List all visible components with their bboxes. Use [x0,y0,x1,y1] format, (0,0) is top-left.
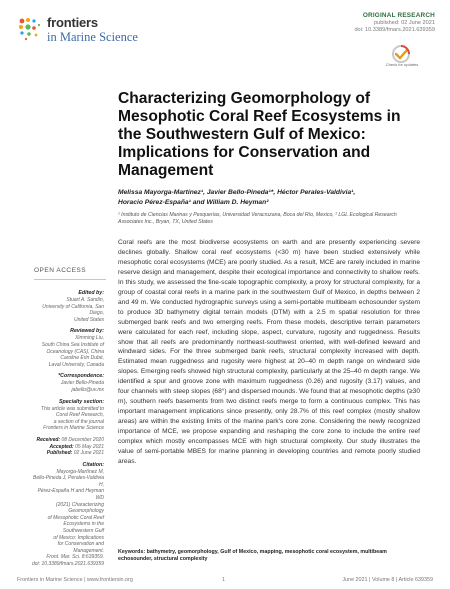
article-sidebar [32,290,104,568]
keywords-label: Keywords: [118,549,146,555]
author-list [118,188,428,207]
journal-logo[interactable] [17,14,167,48]
citation-doi-link[interactable]: doi: 10.3389/fmars.2021.639359 [32,561,104,567]
abstract: Coral reefs are the most biodiverse ecosystems on earth and are presently experiencing severe declines globally. Shallow coral reef ecosystems (<30 m) have been studied extensively while mesophotic coral ecosystems (MCE) are poorly studied. As a result, MCE are rarely included in marine reserve design and management, despite their ecological importance and connectivity to shallow reefs. In this study, we assessed the fine-scale topographic complexity, a proxy for structural complexity, for a group of coastal coral reefs in a marine park in the southwestern Gulf of Mexico, in depths between 2 and 49 m. We conducted hydrographic surveys using a semi-portable multibeam echosounder system to produce 3D bathymetry digital terrain models (DTM) with a 2.5 m spatial resolution for three submerged bank reefs and two emerging reefs. From these models, descriptive terrain parameters were calculated for each reef, including slope, aspect, curvature, rugosity and ruggedness. Results show that all reefs are predominantly northeast-southwest oriented, with well-defined leeward and windward sides. For the three submerged bank reefs, structural complexity increased with depth. Estimated mean ruggedness and rugosity were highest at 20–40 m depth range on windward side slopes. Emerging reefs showed high structural complexity, particularly at the 25–40 m depth range. We identified a spur and groove zone with maximum ruggedness (0.26) and rugosity (3.17) values, and four channels with steep slopes (68°) and dispersed mounds. We found that at mesophotic depths (≥30 m), southern reefs basements from two distinct reefs merge to form a continuous complex. This has important management implications since presently, only 28.7% of this reef complex (mostly shallow areas) are within the existing limits of the marine park's core zone. Considering the newly recognized importance of MCE, we propose expanding and reshaping the core zone to include the entire reef complex which mostly encompasses MCE with high structural complexity. Our study illustrates the value of semi-portable MBES for marine planning in developing countries and remote poorly studied areas. [118,239,420,465]
reviewer-line: Caroline Erin Dubé, [60,355,104,362]
affiliation-line: ¹ Instituto de Ciencias Marinas y Pesquerías, Universidad Veracruzana, Boca del Río, Mexico, ² LGL Ecological Research [118,212,397,218]
published-date-sidebar [32,450,104,457]
article-title: Characterizing Geomorphology of Mesophotic Coral Reef Ecosystems in the Southwestern Gulf of Mexico: Implications for Conservation and Management [118,90,401,179]
reviewed-by [32,335,104,368]
editor-line: United States [73,316,104,323]
affiliations [118,212,423,227]
specialty-section-heading: Specialty section: [58,398,104,405]
specialty-line: Frontiers in Marine Science [43,425,104,432]
published-label: Published: [46,450,73,457]
author-line: Horacio Pérez-España¹ and William D. Heyman² [118,198,269,206]
published-date: published: 02 June 2021 [374,19,435,26]
received-label: Received: [36,436,61,443]
citation-line: Mayorga-Martínez M, [56,468,104,475]
published-value: 02 June 2021 [73,450,104,457]
received-value: 08 December 2020 [61,436,104,443]
article-meta-header [354,12,435,35]
logo-word-journal: in Marine Science [47,30,138,44]
received-date [32,437,104,444]
editor-line: University of California, San Diego, [42,303,104,317]
edited-by [32,297,104,323]
check-for-updates-icon[interactable] [388,44,414,74]
logo-word-frontiers: frontiers [47,15,98,30]
citation-heading: Citation: [82,461,104,468]
reviewer-line: Laval University, Canada [48,361,104,368]
citation-line: Pérez-España H and Heyman WD [37,488,104,502]
sidebar-divider [34,279,106,280]
keywords-text: bathymetry, geomorphology, Gulf of Mexico, mapping, mesophotic coral ecosystem, multibeam echosounder, structural complexity [118,549,387,563]
specialty-line: a section of the journal [53,418,104,425]
correspondent-name: Javier Bello-Pineda [60,380,104,387]
citation [32,469,104,568]
correspondence [32,380,104,393]
correspondence-heading: *Correspondence: [58,373,104,380]
reviewer-line: Ximming Liu, [75,335,104,342]
author-line: Melissa Mayorga-Martínez¹, Javier Bello-Pineda¹*, Héctor Perales-Valdivia¹, [118,189,356,196]
citation-line: of Mexico: Implications [53,534,104,541]
reviewer-line: Oceanology (CAS), China [46,348,104,355]
reviewed-by-heading: Reviewed by: [70,328,104,335]
frontiers-logo-icon [17,16,43,42]
article-type: ORIGINAL RESEARCH [362,12,435,19]
reviewer-line: South China Sea Institute of [41,341,104,348]
editor-line: Stuart A. Sandin, [66,297,104,303]
specialty-section [32,406,104,432]
specialty-line: This article was submitted to [40,405,104,412]
keywords [118,549,420,563]
accepted-date [32,444,104,451]
citation-line: for Conservation and Management. [57,541,104,554]
footer-volume-info: June 2021 | Volume 8 | Article 639359 [342,577,433,583]
specialty-line: Coral Reef Research, [55,412,104,419]
citation-line: Front. Mar. Sci. 8:639359. [46,554,104,561]
edited-by-heading: Edited by: [78,290,104,296]
doi-link[interactable]: doi: 10.3389/fmars.2021.639359 [354,27,435,33]
affiliation-line: Associates Inc., Bryan, TX, United States [118,219,213,226]
accepted-label: Accepted: [49,443,74,450]
check-for-updates-label: Check for updates [385,62,419,67]
correspondent-email-link[interactable]: jabello@uv.mx [71,386,104,393]
citation-line: of Mesophotic Coral Reef [47,514,104,521]
page-number: 1 [222,577,225,583]
citation-line: (2021) Characterizing Geomorphology [55,501,104,515]
citation-line: Ecosystems in the Southwestern Gulf [62,521,104,535]
footer-journal-link[interactable]: Frontiers in Marine Science | www.frontiersin.org [17,577,133,583]
citation-line: Bello-Pineda J, Perales-Valdivia H, [33,475,104,488]
open-access-label: OPEN ACCESS [34,267,87,274]
accepted-value: 05 May 2021 [75,443,104,450]
